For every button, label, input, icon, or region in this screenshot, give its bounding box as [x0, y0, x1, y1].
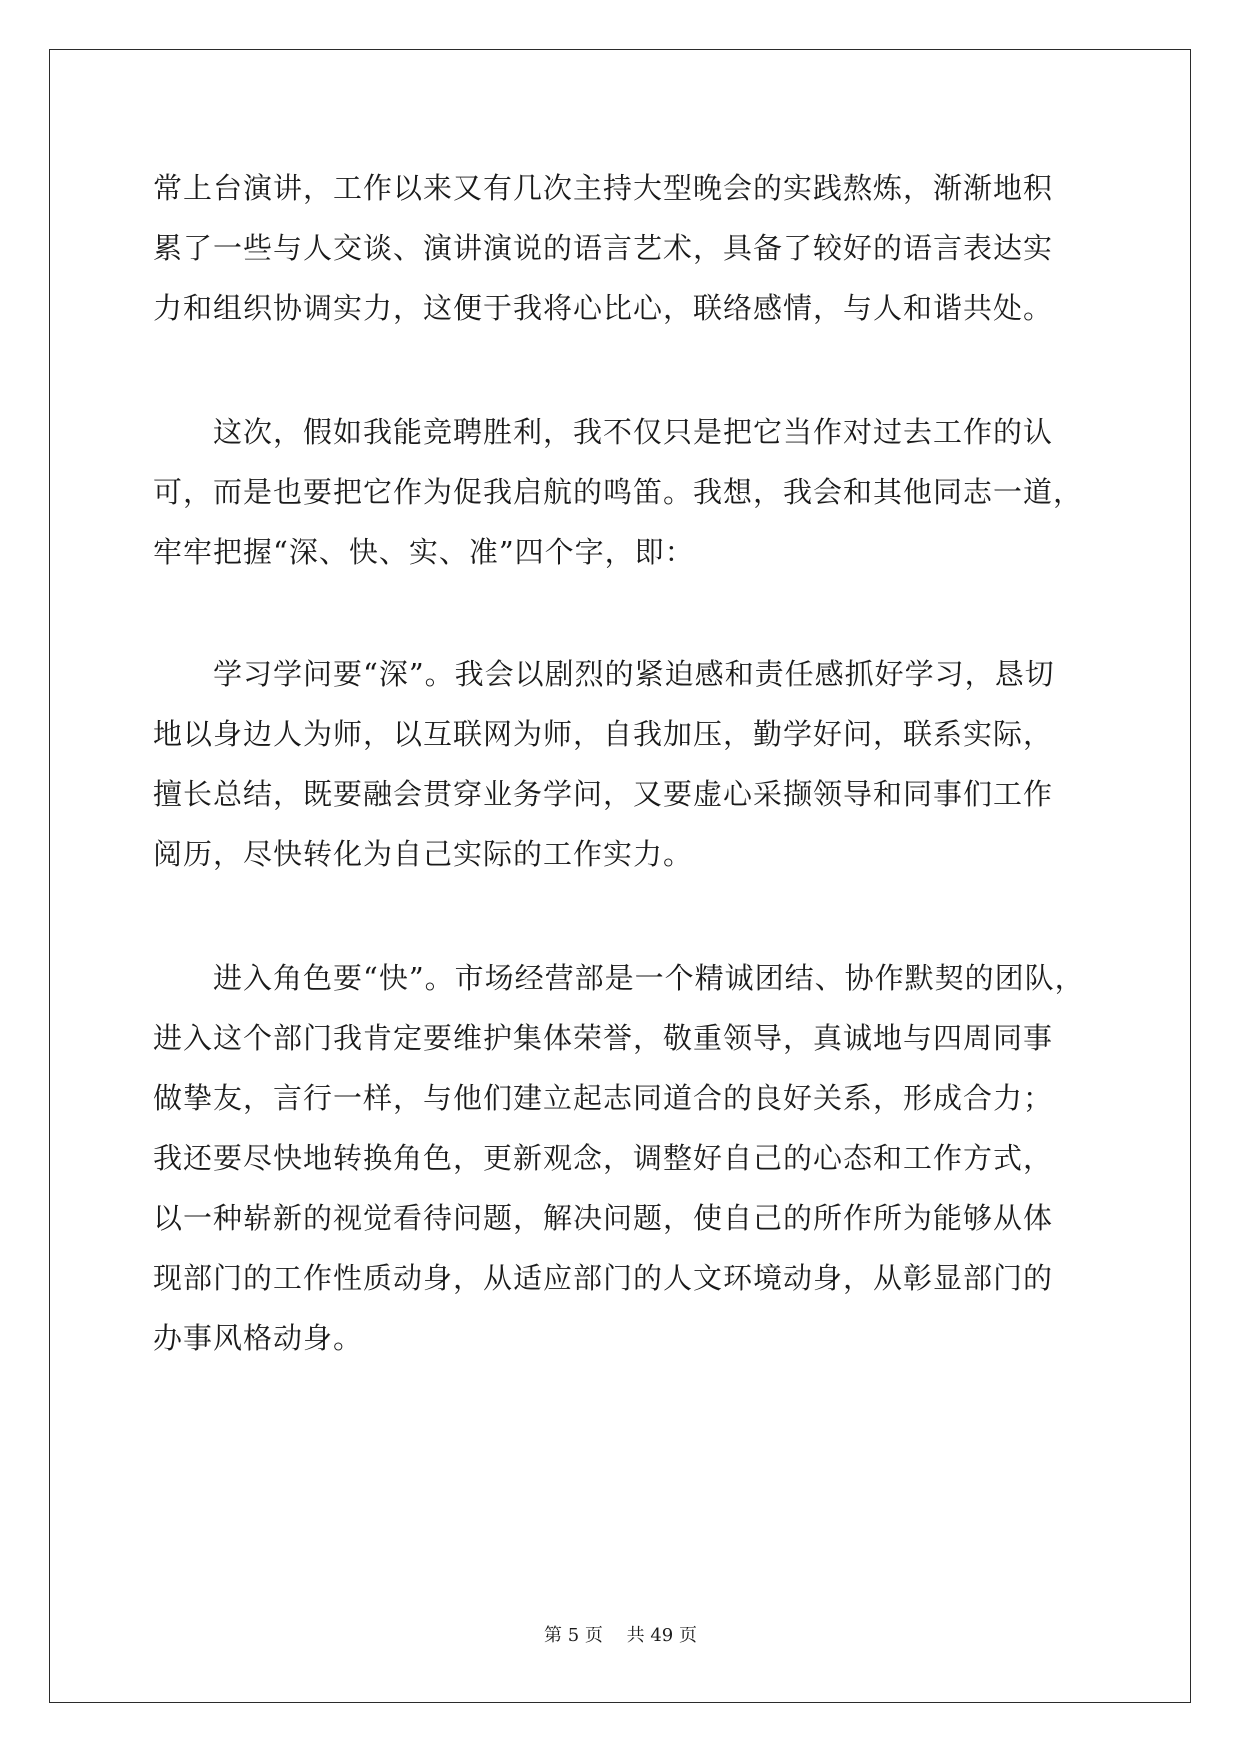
text-line: 做挚友，言行一样，与他们建立起志同道合的良好关系，形成合力；	[153, 1081, 1054, 1115]
text-line: 地以身边人为师，以互联网为师，自我加压，勤学好问，联系实际，	[153, 717, 1054, 751]
text-line: 擅长总结，既要融会贯穿业务学问，又要虚心采撷领导和同事们工作	[153, 777, 1054, 811]
text-line: 牢牢把握“深、快、实、准”四个字，即：	[153, 535, 695, 569]
text-line: 进入这个部门我肯定要维护集体荣誉，敬重领导，真诚地与四周同事	[153, 1021, 1054, 1055]
page-number-footer: 第 5 页 共 49 页	[544, 1625, 697, 1646]
text-line: 我还要尽快地转换角色，更新观念，调整好自己的心态和工作方式，	[153, 1141, 1054, 1175]
text-line: 以一种崭新的视觉看待问题，解决问题，使自己的所作所为能够从体	[153, 1201, 1054, 1235]
text-line: 学习学问要“深”。我会以剧烈的紧迫感和责任感抓好学习，恳切	[213, 657, 1055, 691]
text-line: 现部门的工作性质动身，从适应部门的人文环境动身，从彰显部门的	[153, 1261, 1054, 1295]
text-line: 累了一些与人交谈、演讲演说的语言艺术，具备了较好的语言表达实	[153, 231, 1054, 265]
text-line: 常上台演讲，工作以来又有几次主持大型晚会的实践熬炼，渐渐地积	[153, 171, 1054, 205]
text-line: 力和组织协调实力，这便于我将心比心，联络感情，与人和谐共处。	[153, 291, 1054, 325]
text-line: 办事风格动身。	[153, 1321, 364, 1355]
text-line: 这次，假如我能竞聘胜利，我不仅只是把它当作对过去工作的认	[213, 415, 1054, 449]
text-line: 进入角色要“快”。市场经营部是一个精诚团结、协作默契的团队，	[213, 961, 1085, 995]
text-line: 可，而是也要把它作为促我启航的鸣笛。我想，我会和其他同志一道，	[153, 475, 1084, 509]
text-line: 阅历，尽快转化为自己实际的工作实力。	[153, 837, 694, 871]
